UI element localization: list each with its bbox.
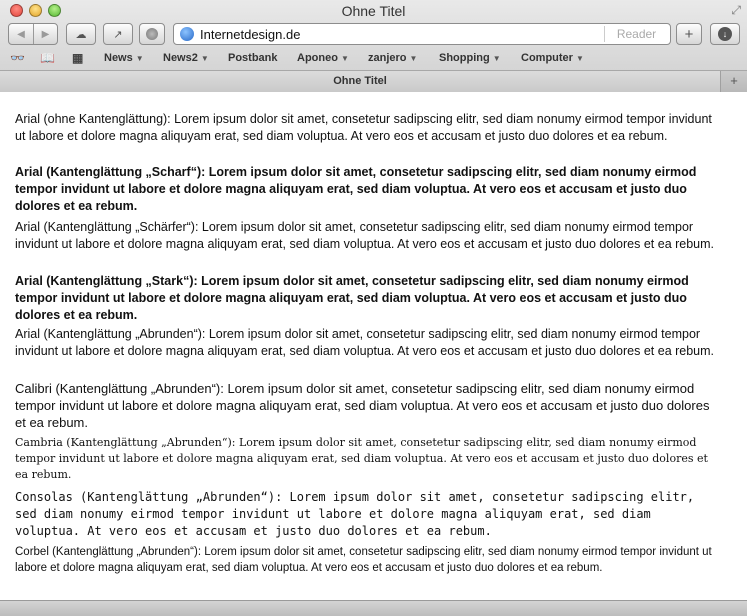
paragraph-arial-stark: Arial (Kantenglättung „Stark“): Lorem ipsum dolor sit amet, consetetur sadipscing elitr, sed diam nonumy eirmod tempor invidunt ut labore et dolore magna aliquyam erat, sed diam voluptua. At vero eos et accusam et justo duo dolores et ea rebum. [15, 274, 689, 322]
bookmark-zanjero[interactable]: zanjero ▼ [368, 52, 418, 64]
forward-button[interactable]: ▶ [33, 24, 57, 44]
share-icon: ↗ [113, 28, 123, 41]
bookmark-computer[interactable]: Computer ▼ [521, 52, 584, 64]
cloud-icon: ☁ [75, 28, 87, 41]
paragraph-arial-ohne: Arial (ohne Kantenglättung): Lorem ipsum dolor sit amet, consetetur sadipscing elitr, sed diam nonumy eirmod tempor invidunt ut labore et dolore magna aliquyam erat, sed diam voluptua. At vero eos et accusam et justo duo dolores et ea rebum. [15, 112, 712, 143]
chevron-down-icon: ▼ [492, 54, 501, 63]
status-bar [0, 600, 747, 616]
window-chrome [0, 0, 747, 92]
paragraph-calibri: Calibri (Kantenglättung „Abrunden“): Lorem ipsum dolor sit amet, consetetur sadipscing elitr, sed diam nonumy eirmod tempor invidunt ut labore et dolore magna aliquyam erat, sed diam voluptua. At vero eos et accusam et justo duo dolores et ea rebum. [15, 381, 710, 430]
tab-bar [0, 70, 747, 92]
reader-button[interactable]: Reader [604, 26, 668, 42]
window-title: Ohne Titel [341, 3, 406, 19]
icloud-tabs-button[interactable] [66, 23, 96, 45]
top-sites-icon[interactable]: ▦ [72, 51, 84, 65]
back-button[interactable]: ◀ [17, 28, 25, 40]
fullscreen-icon[interactable]: ⤢ [731, 3, 741, 17]
toolbar [0, 22, 747, 48]
globe-icon [180, 27, 194, 41]
paragraph-arial-scharf: Arial (Kantenglättung „Scharf“): Lorem ipsum dolor sit amet, consetetur sadipscing elitr, sed diam nonumy eirmod tempor invidunt ut labore et dolore magna aliquyam erat, sed diam voluptua. At vero eos et accusam et justo duo dolores et ea rebum. [15, 165, 697, 213]
paragraph-consolas: Consolas (Kantenglättung „Abrunden“): Lorem ipsum dolor sit amet, consetetur sadipscing elitr, sed diam nonumy eirmod tempor invidunt ut labore et dolore magna aliquyam erat, sed diam voluptua. At vero eos et accusam et justo duo dolores et ea rebum. [15, 490, 695, 538]
tab-ohne-titel[interactable]: Ohne Titel [0, 71, 720, 92]
chevron-down-icon: ▼ [409, 54, 418, 63]
address-bar[interactable] [173, 23, 671, 45]
add-bookmark-button[interactable]: + [676, 23, 702, 45]
chevron-down-icon: ▼ [200, 54, 209, 63]
paragraph-corbel: Corbel (Kantenglättung „Abrunden“): Lorem ipsum dolor sit amet, consetetur sadipscing elitr, sed diam nonumy eirmod tempor invidunt ut labore et dolore magna aliquyam erat, sed diam voluptua. At vero eos et accusam et justo duo dolores et ea rebum. [15, 546, 712, 574]
chevron-down-icon: ▼ [135, 54, 144, 63]
downloads-button[interactable] [710, 23, 740, 45]
bookmarks-icon[interactable]: 📖 [40, 51, 55, 65]
address-input[interactable]: Internetdesign.de [200, 27, 301, 42]
chevron-down-icon: ▼ [575, 54, 584, 63]
back-forward-group [8, 23, 58, 45]
stop-button[interactable] [139, 23, 165, 45]
chevron-down-icon: ▼ [340, 54, 349, 63]
share-button[interactable] [103, 23, 133, 45]
title-bar [0, 0, 747, 22]
bookmark-news[interactable]: News ▼ [104, 52, 144, 64]
reading-list-icon[interactable]: 👓 [10, 51, 25, 65]
bookmarks-bar [0, 50, 747, 68]
page-content [0, 93, 747, 600]
stop-icon [146, 28, 158, 40]
new-tab-button[interactable]: + [720, 71, 747, 92]
paragraph-cambria: Cambria (Kantenglättung „Abrunden“): Lorem ipsum dolor sit amet, consetetur sadipscing elitr, sed diam nonumy eirmod tempor invidunt ut labore et dolore magna aliquyam erat, sed diam voluptua. At vero eos et accusam et justo duo dolores et ea rebum. [15, 436, 708, 481]
download-icon: ↓ [718, 27, 732, 41]
bookmark-postbank[interactable]: Postbank [228, 52, 278, 64]
bookmark-news2[interactable]: News2 ▼ [163, 52, 209, 64]
paragraph-arial-abrunden: Arial (Kantenglättung „Abrunden“): Lorem ipsum dolor sit amet, consetetur sadipscing elitr, sed diam nonumy eirmod tempor invidunt ut labore et dolore magna aliquyam erat, sed diam voluptua. At vero eos et accusam et justo duo dolores et ea rebum. [15, 327, 715, 358]
bookmark-aponeo[interactable]: Aponeo ▼ [297, 52, 349, 64]
bookmark-shopping[interactable]: Shopping ▼ [439, 52, 501, 64]
paragraph-arial-schaerfer: Arial (Kantenglättung „Schärfer“): Lorem ipsum dolor sit amet, consetetur sadipscing elitr, sed diam nonumy eirmod tempor invidunt ut labore et dolore magna aliquyam erat, sed diam voluptua. At vero eos et accusam et justo duo dolores et ea rebum. [15, 220, 715, 251]
